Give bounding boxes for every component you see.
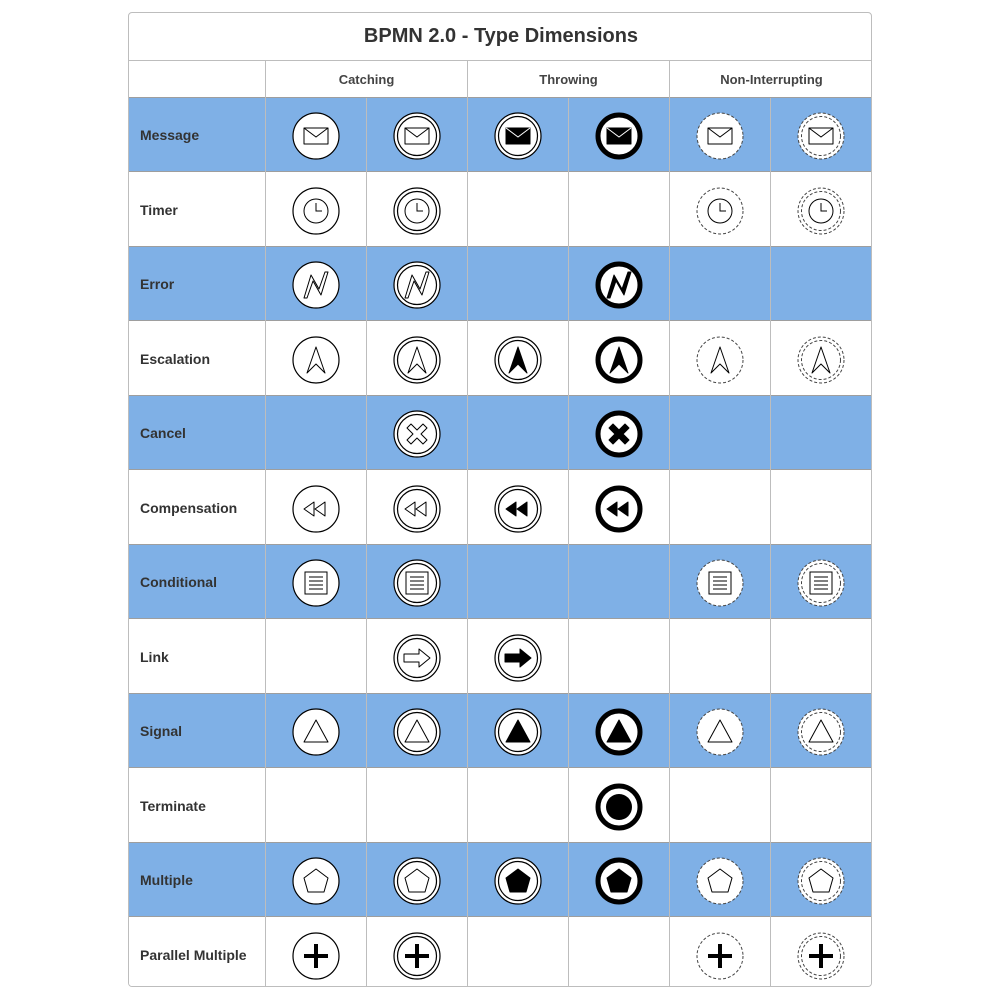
table-cell (568, 843, 669, 917)
table-cell (467, 620, 568, 694)
row-label: Cancel (140, 425, 186, 441)
table-cell (770, 843, 871, 917)
bpmn-event (594, 409, 644, 459)
bpmn-event (796, 335, 846, 385)
row-label: Terminate (140, 797, 206, 814)
table-row (129, 545, 872, 619)
table-cell (265, 396, 366, 470)
header-non-interrupting: Non-Interrupting (669, 61, 872, 97)
row-label: Escalation (140, 350, 211, 367)
envelope-icon (405, 128, 429, 144)
column-divider (366, 98, 367, 986)
table-cell (366, 694, 467, 768)
bpmn-event (796, 707, 846, 757)
bpmn-event (695, 111, 745, 161)
bpmn-event (493, 111, 543, 161)
table-cell (770, 247, 871, 321)
bpmn-event (493, 707, 543, 757)
bpmn-event (695, 558, 745, 608)
column-divider (265, 61, 266, 986)
table-cell (669, 98, 770, 172)
table-cell (467, 471, 568, 545)
document-lines-icon (406, 572, 428, 594)
table-cell (467, 247, 568, 321)
table-cell (366, 843, 467, 917)
table-cell (366, 545, 467, 619)
row-label: Timer (140, 201, 178, 218)
table-cell (467, 694, 568, 768)
bpmn-event (695, 856, 745, 906)
bpmn-event (392, 409, 442, 459)
table-cell (770, 620, 871, 694)
row-label: Conditional (140, 574, 217, 590)
bpmn-event (594, 335, 644, 385)
row-label: Signal (140, 723, 183, 739)
table-cell (467, 545, 568, 619)
bpmn-event (796, 186, 846, 236)
table-cell (366, 471, 467, 545)
table-row (129, 918, 872, 988)
envelope-icon (506, 128, 530, 144)
table-row (129, 98, 872, 172)
table-row (129, 247, 872, 321)
table-cell (467, 173, 568, 247)
table-cell (467, 769, 568, 843)
bpmn-event (291, 558, 341, 608)
table-cell (366, 322, 467, 396)
table-cell (467, 843, 568, 917)
table-cell (568, 620, 669, 694)
header-catching: Catching (265, 61, 467, 97)
bpmn-event (594, 707, 644, 757)
bpmn-event (594, 856, 644, 906)
bpmn-event (493, 633, 543, 683)
table-cell (568, 98, 669, 172)
table-cell (265, 247, 366, 321)
table-cell (669, 918, 770, 988)
column-divider (770, 98, 771, 986)
bpmn-table (128, 12, 872, 987)
table-cell (265, 173, 366, 247)
bpmn-event (796, 931, 846, 981)
table-cell (265, 620, 366, 694)
bpmn-event (594, 782, 644, 832)
table-cell (568, 471, 669, 545)
bpmn-event (392, 186, 442, 236)
table-cell (770, 694, 871, 768)
table-row (129, 471, 872, 545)
bpmn-event (392, 484, 442, 534)
bpmn-event (392, 111, 442, 161)
table-cell (265, 918, 366, 988)
table-cell (568, 918, 669, 988)
bpmn-event (695, 335, 745, 385)
table-cell (770, 396, 871, 470)
table-cell (568, 173, 669, 247)
bpmn-event (291, 186, 341, 236)
header-row (129, 61, 872, 98)
table-title: BPMN 2.0 - Type Dimensions (363, 25, 639, 47)
table-row (129, 322, 872, 396)
envelope-icon (809, 128, 833, 144)
bpmn-event (291, 707, 341, 757)
table-cell (669, 173, 770, 247)
bpmn-event (291, 484, 341, 534)
table-cell (265, 545, 366, 619)
table-cell (265, 694, 366, 768)
table-cell (366, 769, 467, 843)
table-cell (265, 843, 366, 917)
row-label: Compensation (140, 499, 238, 516)
table-cell (669, 545, 770, 619)
clock-icon (304, 199, 328, 223)
title-row (129, 13, 872, 61)
bpmn-event (291, 111, 341, 161)
table-cell (669, 769, 770, 843)
table-cell (669, 247, 770, 321)
table-cell (669, 396, 770, 470)
table-row (129, 396, 872, 470)
bpmn-event (594, 484, 644, 534)
clock-icon (708, 199, 732, 223)
filled-circle-icon (606, 794, 632, 820)
column-divider (568, 98, 569, 986)
table-cell (366, 173, 467, 247)
table-cell (568, 396, 669, 470)
bpmn-event (392, 931, 442, 981)
table-cell (366, 247, 467, 321)
bpmn-event (493, 335, 543, 385)
bpmn-event (291, 260, 341, 310)
table-cell (770, 173, 871, 247)
bpmn-event (392, 335, 442, 385)
envelope-icon (708, 128, 732, 144)
table-cell (265, 471, 366, 545)
bpmn-event (392, 633, 442, 683)
table-cell (669, 694, 770, 768)
bpmn-event (695, 931, 745, 981)
table-cell (568, 322, 669, 396)
table-cell (366, 396, 467, 470)
table-cell (467, 322, 568, 396)
row-label: Link (140, 648, 169, 665)
column-divider (669, 61, 670, 986)
clock-icon (809, 199, 833, 223)
table-cell (669, 322, 770, 396)
table-row (129, 173, 872, 247)
row-label: Parallel Multiple (140, 946, 247, 963)
table-cell (770, 769, 871, 843)
table-cell (265, 322, 366, 396)
document-lines-icon (709, 572, 731, 594)
document-lines-icon (305, 572, 327, 594)
bpmn-event (493, 484, 543, 534)
table-cell (467, 98, 568, 172)
envelope-icon (607, 128, 631, 144)
bpmn-event (392, 260, 442, 310)
table-row (129, 620, 872, 694)
table-cell (568, 545, 669, 619)
table-cell (568, 694, 669, 768)
bpmn-event (695, 186, 745, 236)
table-cell (366, 620, 467, 694)
envelope-icon (304, 128, 328, 144)
bpmn-event (493, 856, 543, 906)
table-cell (366, 98, 467, 172)
bpmn-event (594, 260, 644, 310)
table-cell (467, 918, 568, 988)
table-cell (669, 843, 770, 917)
table-cell (669, 620, 770, 694)
row-label: Error (140, 276, 175, 292)
table-row (129, 769, 872, 843)
bpmn-event (695, 707, 745, 757)
header-throwing: Throwing (467, 61, 669, 97)
table-cell (770, 98, 871, 172)
table-cell (770, 918, 871, 988)
row-label: Multiple (140, 872, 193, 888)
bpmn-event (796, 111, 846, 161)
bpmn-event (291, 931, 341, 981)
table-cell (770, 322, 871, 396)
bpmn-event (796, 558, 846, 608)
bpmn-event (392, 856, 442, 906)
bpmn-event (392, 707, 442, 757)
bpmn-event (291, 856, 341, 906)
table-cell (770, 545, 871, 619)
table-cell (265, 769, 366, 843)
table-cell (366, 918, 467, 988)
column-divider (467, 61, 468, 986)
bpmn-event (291, 335, 341, 385)
table-cell (770, 471, 871, 545)
table-cell (265, 98, 366, 172)
table-cell (568, 247, 669, 321)
table-cell (467, 396, 568, 470)
bpmn-event (392, 558, 442, 608)
clock-icon (405, 199, 429, 223)
table-cell (669, 471, 770, 545)
table-row (129, 694, 872, 768)
table-cell (568, 769, 669, 843)
row-label: Message (140, 127, 200, 143)
bpmn-event (796, 856, 846, 906)
table-row (129, 843, 872, 917)
document-lines-icon (810, 572, 832, 594)
bpmn-event (594, 111, 644, 161)
